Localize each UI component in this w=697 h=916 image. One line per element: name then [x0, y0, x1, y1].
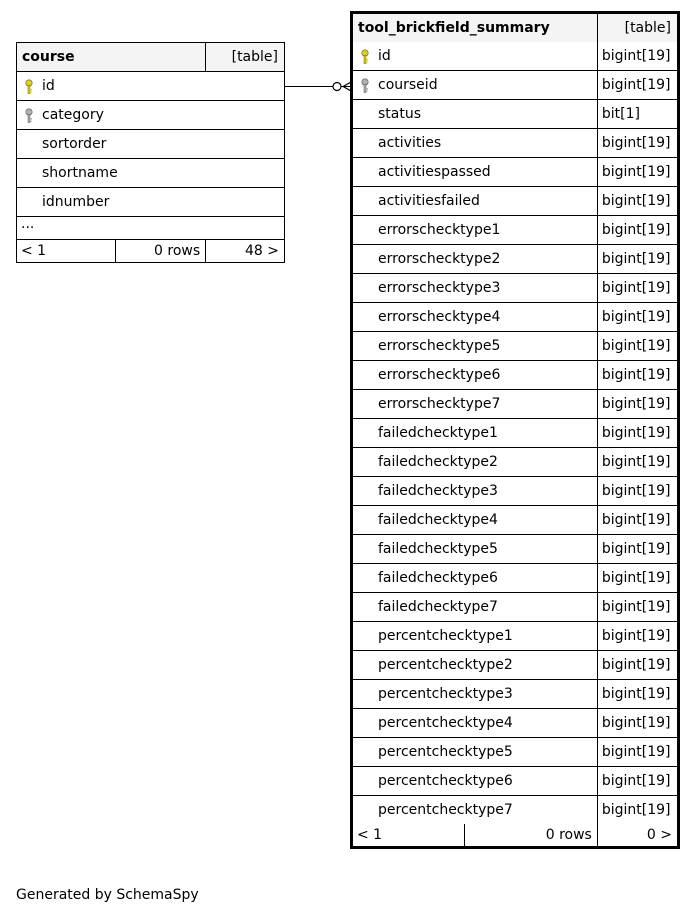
tool-brickfield-summary-table[interactable] [353, 14, 677, 846]
column-name: percentchecktype1 [378, 628, 513, 644]
column-name: percentchecktype3 [378, 686, 513, 702]
summary-column-row[interactable] [353, 274, 677, 303]
column-name: activitiespassed [378, 164, 491, 180]
column-type: bigint[19] [597, 593, 677, 622]
summary-row-count: 0 rows [465, 824, 598, 846]
summary-column-row[interactable] [353, 216, 677, 245]
course-column-row[interactable] [17, 101, 285, 130]
primary-key-icon [24, 79, 34, 95]
summary-column-name-cell [353, 680, 597, 709]
summary-column-row[interactable] [353, 622, 677, 651]
summary-table-kind: [table] [597, 14, 677, 42]
column-type: bigint[19] [597, 477, 677, 506]
column-type: bigint[19] [597, 622, 677, 651]
summary-table-footer [353, 824, 677, 846]
summary-column-row[interactable] [353, 129, 677, 158]
summary-column-name-cell [353, 245, 597, 274]
summary-column-row[interactable] [353, 564, 677, 593]
summary-column-row[interactable] [353, 506, 677, 535]
column-name: activities [378, 135, 442, 151]
column-name: failedchecktype2 [378, 454, 498, 470]
column-name: status [378, 106, 422, 122]
course-parents-link[interactable]: < 1 [17, 240, 116, 263]
column-type: bigint[19] [597, 448, 677, 477]
column-type: bigint[19] [597, 245, 677, 274]
column-name: failedchecktype3 [378, 483, 498, 499]
generated-by-label: Generated by SchemaSpy [16, 887, 199, 903]
column-name: failedchecktype7 [378, 599, 498, 615]
summary-column-name-cell [353, 303, 597, 332]
course-column-cell [17, 72, 285, 101]
column-name: errorschecktype4 [378, 309, 501, 325]
summary-parents-link[interactable]: < 1 [353, 824, 465, 846]
summary-column-row[interactable] [353, 535, 677, 564]
summary-column-row[interactable] [353, 477, 677, 506]
summary-column-row[interactable] [353, 593, 677, 622]
column-name: errorschecktype5 [378, 338, 501, 354]
summary-column-name-cell [353, 129, 597, 158]
foreign-key-icon [360, 78, 370, 94]
summary-column-name-cell [353, 448, 597, 477]
column-name: sortorder [42, 136, 107, 152]
summary-column-name-cell [353, 187, 597, 216]
column-name: percentchecktype2 [378, 657, 513, 673]
column-name: percentchecktype6 [378, 773, 513, 789]
summary-column-name-cell [353, 42, 597, 71]
column-name: errorschecktype3 [378, 280, 501, 296]
column-name: activitiesfailed [378, 193, 480, 209]
course-column-row[interactable] [17, 159, 285, 188]
summary-column-name-cell [353, 651, 597, 680]
summary-table-frame [350, 11, 680, 849]
column-type: bigint[19] [597, 738, 677, 767]
summary-column-name-cell [353, 593, 597, 622]
course-table-kind: [table] [206, 43, 285, 72]
summary-table-name[interactable]: tool_brickfield_summary [353, 14, 597, 42]
course-column-row[interactable] [17, 130, 285, 159]
summary-column-row[interactable] [353, 651, 677, 680]
summary-column-name-cell [353, 71, 597, 100]
course-table-name[interactable]: course [17, 43, 206, 72]
summary-column-row[interactable] [353, 71, 677, 100]
summary-column-name-cell [353, 477, 597, 506]
course-column-cell [17, 101, 285, 130]
summary-column-name-cell [353, 100, 597, 129]
foreign-key-icon [24, 108, 34, 124]
course-row-count: 0 rows [116, 240, 206, 263]
summary-column-row[interactable] [353, 303, 677, 332]
column-type: bigint[19] [597, 767, 677, 796]
course-table-header [17, 43, 285, 72]
summary-column-name-cell [353, 332, 597, 361]
column-name: id [378, 48, 391, 64]
summary-column-name-cell [353, 709, 597, 738]
column-type: bigint[19] [597, 187, 677, 216]
summary-column-row[interactable] [353, 419, 677, 448]
course-column-row[interactable] [17, 72, 285, 101]
summary-column-row[interactable] [353, 158, 677, 187]
course-column-cell [17, 130, 285, 159]
column-name: percentchecktype7 [378, 802, 513, 818]
summary-column-row[interactable] [353, 42, 677, 71]
summary-column-row[interactable] [353, 100, 677, 129]
summary-column-name-cell [353, 564, 597, 593]
column-type: bigint[19] [597, 506, 677, 535]
column-type: bigint[19] [597, 216, 677, 245]
summary-column-row[interactable] [353, 680, 677, 709]
column-name: id [42, 78, 55, 94]
column-name: errorschecktype2 [378, 251, 501, 267]
course-more-columns [17, 217, 285, 240]
column-name: errorschecktype6 [378, 367, 501, 383]
column-name: failedchecktype4 [378, 512, 498, 528]
summary-column-name-cell [353, 767, 597, 796]
column-type: bigint[19] [597, 419, 677, 448]
summary-column-name-cell [353, 361, 597, 390]
column-name: idnumber [42, 194, 110, 210]
summary-column-name-cell [353, 274, 597, 303]
column-type: bigint[19] [597, 564, 677, 593]
column-name: category [42, 107, 104, 123]
column-type: bigint[19] [597, 390, 677, 419]
course-table[interactable] [16, 42, 285, 263]
column-name: percentchecktype5 [378, 744, 513, 760]
course-table-footer [17, 240, 285, 263]
summary-column-name-cell [353, 158, 597, 187]
column-type: bigint[19] [597, 361, 677, 390]
summary-column-name-cell [353, 535, 597, 564]
summary-column-row[interactable] [353, 361, 677, 390]
summary-column-name-cell [353, 390, 597, 419]
column-type: bigint[19] [597, 680, 677, 709]
column-type: bigint[19] [597, 274, 677, 303]
course-column-cell [17, 159, 285, 188]
zero-optionality-circle [333, 83, 341, 91]
column-type: bigint[19] [597, 42, 677, 71]
column-name: errorschecktype1 [378, 222, 501, 238]
column-name: failedchecktype1 [378, 425, 498, 441]
summary-column-row[interactable] [353, 187, 677, 216]
column-type: bigint[19] [597, 709, 677, 738]
column-type: bigint[19] [597, 796, 677, 825]
summary-table-header [353, 14, 677, 42]
summary-column-name-cell [353, 419, 597, 448]
summary-column-row[interactable] [353, 738, 677, 767]
summary-column-name-cell [353, 796, 597, 825]
summary-column-name-cell [353, 506, 597, 535]
column-name: percentchecktype4 [378, 715, 513, 731]
column-type: bigint[19] [597, 651, 677, 680]
primary-key-icon [360, 49, 370, 65]
column-type: bigint[19] [597, 129, 677, 158]
column-type: bigint[19] [597, 71, 677, 100]
summary-column-row[interactable] [353, 448, 677, 477]
column-name: shortname [42, 165, 118, 181]
column-name: errorschecktype7 [378, 396, 501, 412]
course-children-link[interactable]: 48 > [206, 240, 285, 263]
summary-column-name-cell [353, 738, 597, 767]
summary-column-row[interactable] [353, 796, 677, 825]
column-type: bit[1] [597, 100, 677, 129]
course-column-cell [17, 188, 285, 217]
summary-column-row[interactable] [353, 390, 677, 419]
summary-column-row[interactable] [353, 245, 677, 274]
summary-children-link[interactable]: 0 > [597, 824, 677, 846]
course-ellipsis: ... [17, 217, 285, 240]
column-type: bigint[19] [597, 303, 677, 332]
column-name: failedchecktype5 [378, 541, 498, 557]
column-name: courseid [378, 77, 438, 93]
summary-column-name-cell [353, 216, 597, 245]
summary-column-row[interactable] [353, 767, 677, 796]
summary-column-row[interactable] [353, 332, 677, 361]
summary-column-name-cell [353, 622, 597, 651]
column-type: bigint[19] [597, 332, 677, 361]
column-type: bigint[19] [597, 535, 677, 564]
column-type: bigint[19] [597, 158, 677, 187]
course-column-row[interactable] [17, 188, 285, 217]
column-name: failedchecktype6 [378, 570, 498, 586]
summary-column-row[interactable] [353, 709, 677, 738]
